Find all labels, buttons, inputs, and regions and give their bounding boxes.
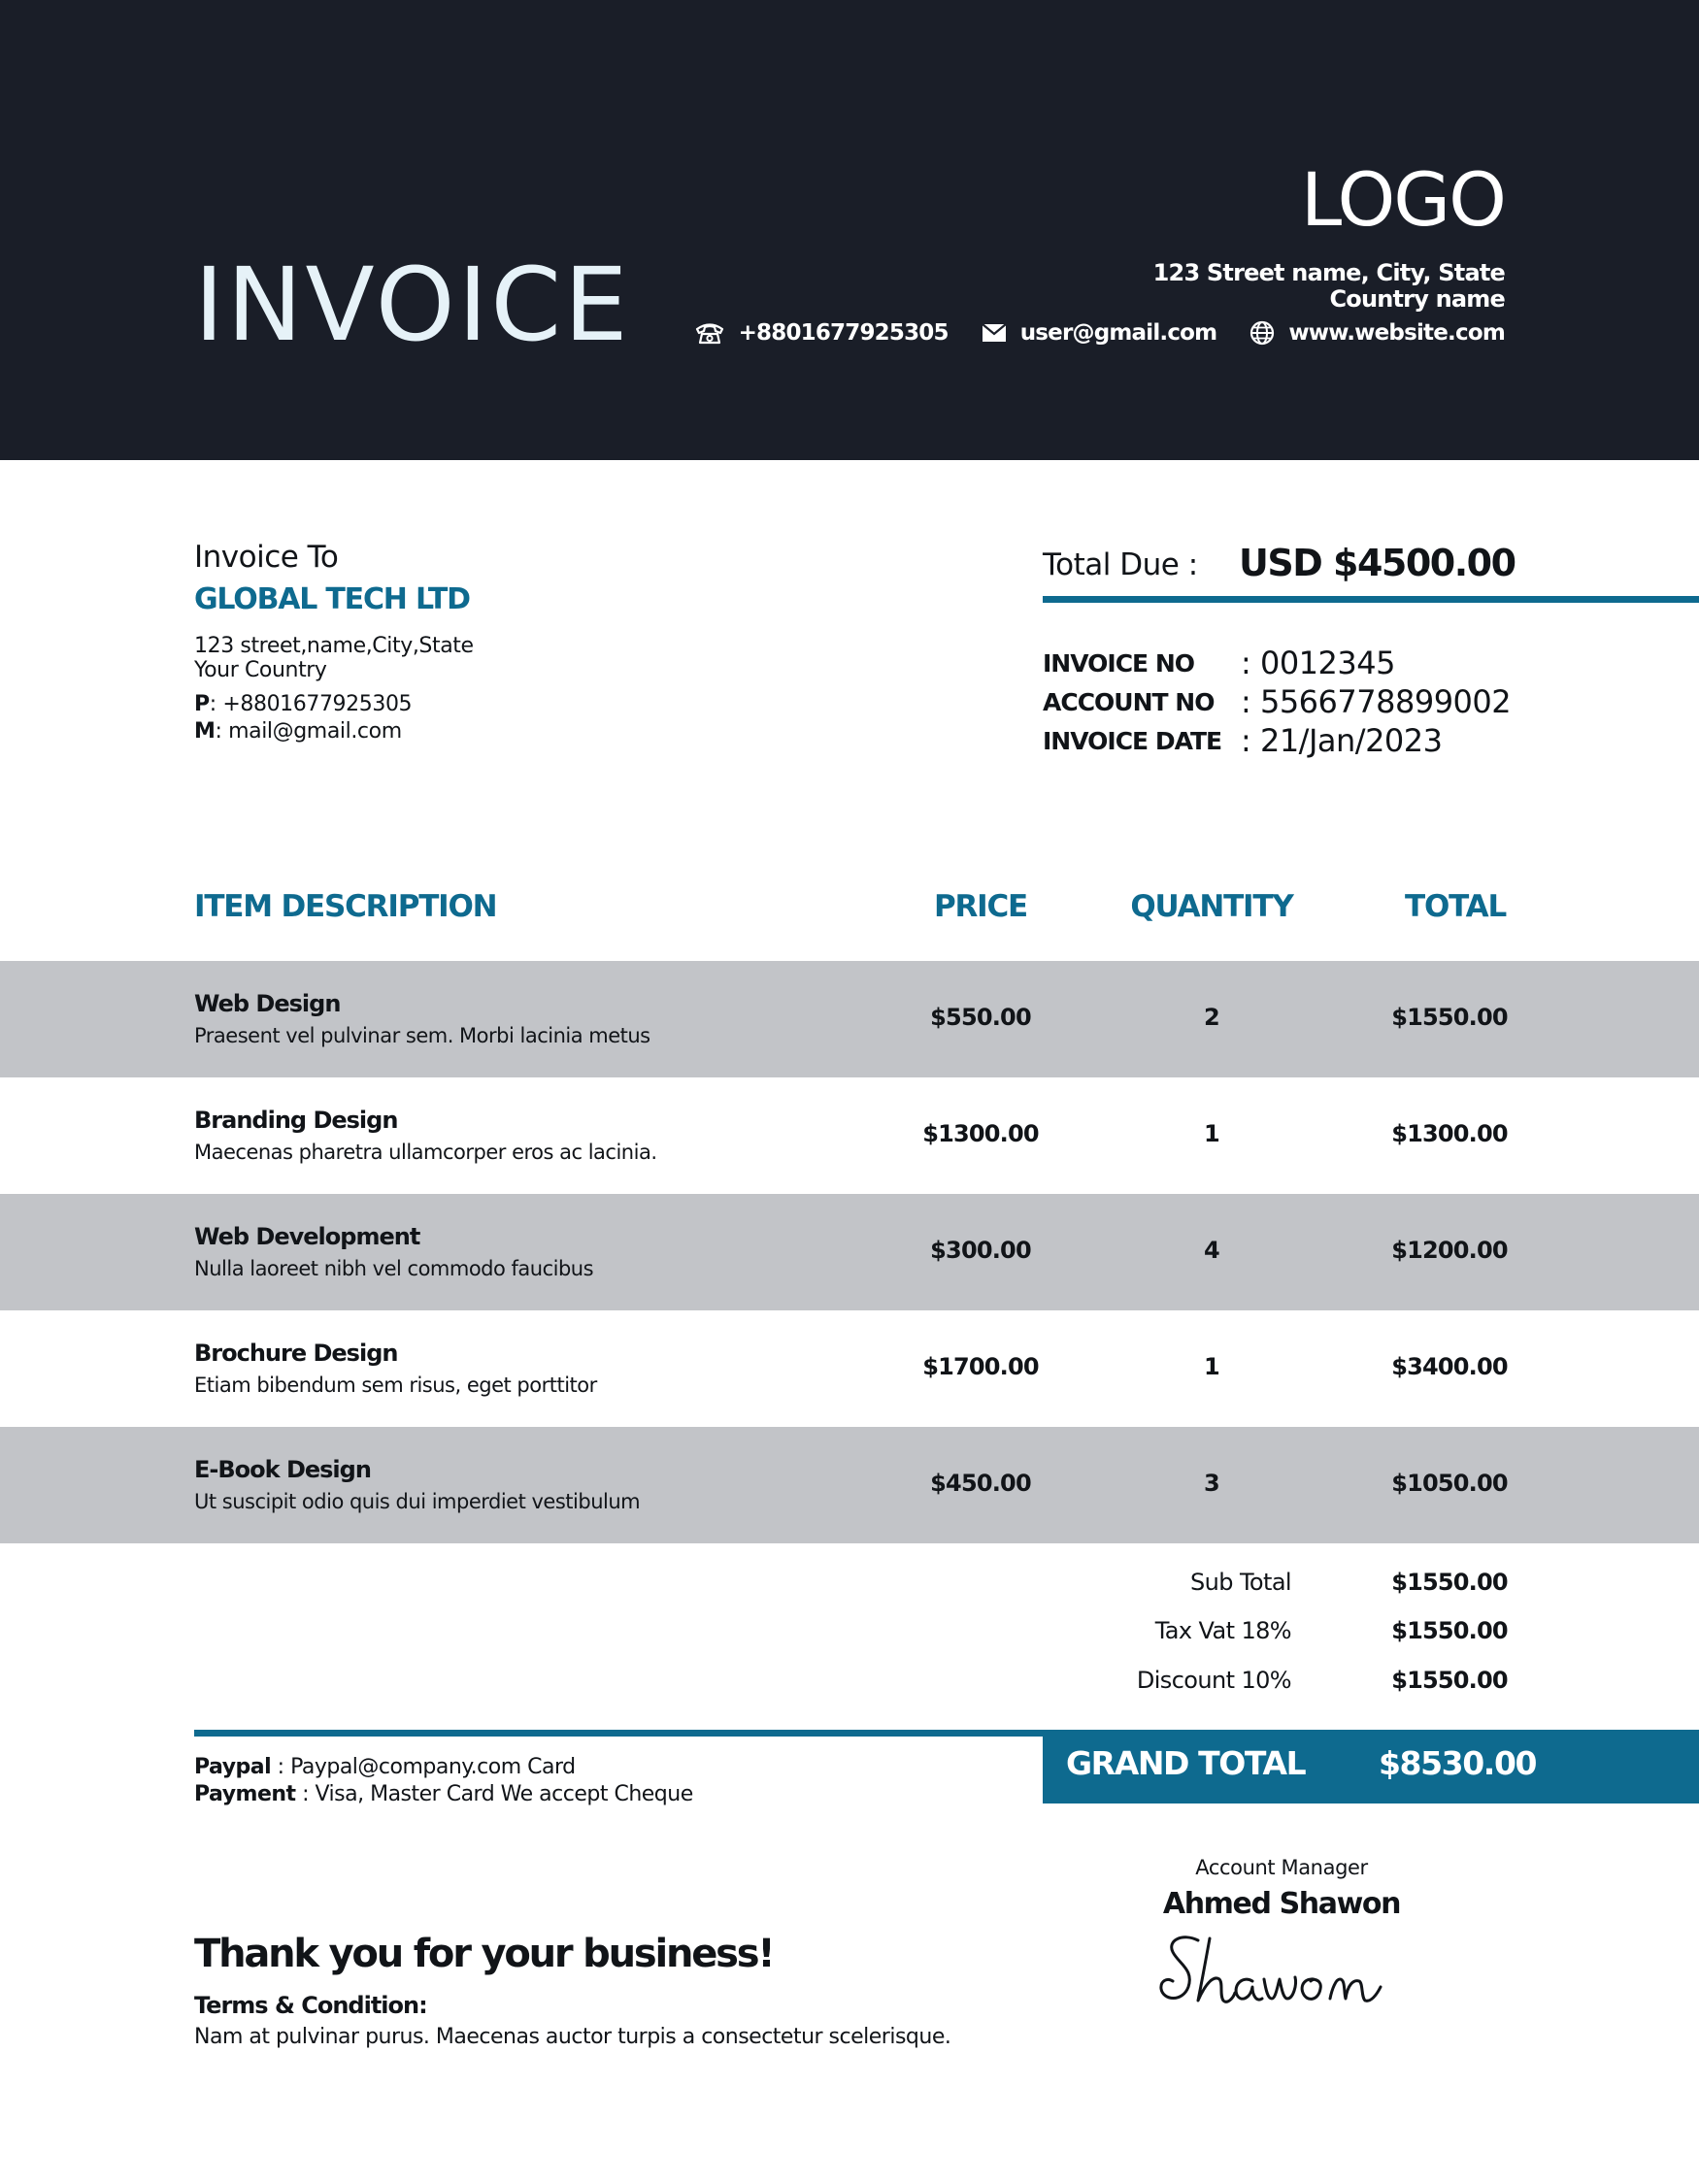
total-due-divider bbox=[1043, 596, 1699, 603]
total-due-label: Total Due : bbox=[1043, 547, 1198, 582]
payment-label: Payment bbox=[194, 1782, 296, 1806]
item-price: $1700.00 bbox=[922, 1353, 1039, 1380]
column-header-price: PRICE bbox=[933, 889, 1028, 924]
grand-total-label: GRAND TOTAL bbox=[1066, 1744, 1306, 1782]
phone-icon bbox=[694, 320, 725, 346]
company-address bbox=[825, 260, 1505, 313]
item-price: $450.00 bbox=[930, 1470, 1031, 1497]
item-total: $3400.00 bbox=[1391, 1353, 1508, 1380]
item-total: $1550.00 bbox=[1391, 1004, 1508, 1031]
account-no-value: : 5566778899002 bbox=[1241, 683, 1512, 720]
invoice-no-value: : 0012345 bbox=[1241, 645, 1395, 681]
item-description: Nulla laoreet nibh vel commodo faucibus bbox=[194, 1257, 594, 1280]
invoice-date-value: : 21/Jan/2023 bbox=[1241, 722, 1443, 759]
paypal-value: : Paypal@company.com Card bbox=[271, 1755, 576, 1779]
tax-label: Tax Vat 18% bbox=[1154, 1617, 1291, 1644]
terms-text: Nam at pulvinar purus. Maecenas auctor turpis a consectetur scelerisque. bbox=[194, 2025, 951, 2049]
tax-value: $1550.00 bbox=[1391, 1617, 1508, 1644]
item-quantity: 3 bbox=[1204, 1470, 1219, 1497]
paypal-line bbox=[194, 1755, 576, 1779]
discount-label: Discount 10% bbox=[1136, 1667, 1291, 1694]
item-price: $300.00 bbox=[930, 1237, 1031, 1264]
item-name: E-Book Design bbox=[194, 1456, 371, 1483]
subtotal-value: $1550.00 bbox=[1391, 1569, 1508, 1596]
thank-you-message: Thank you for your business! bbox=[194, 1932, 774, 1976]
item-name: Web Design bbox=[194, 990, 341, 1017]
client-phone bbox=[194, 692, 412, 716]
paypal-label: Paypal bbox=[194, 1755, 272, 1779]
item-description: Praesent vel pulvinar sem. Morbi lacinia metus bbox=[194, 1024, 650, 1047]
item-total: $1050.00 bbox=[1391, 1470, 1508, 1497]
client-mail-value: : mail@gmail.com bbox=[215, 719, 402, 744]
item-quantity: 1 bbox=[1204, 1353, 1219, 1380]
account-manager-label: Account Manager bbox=[1195, 1856, 1368, 1879]
item-total: $1200.00 bbox=[1391, 1237, 1508, 1264]
company-address-line1: 123 Street name, City, State bbox=[1152, 259, 1505, 286]
client-phone-value: : +8801677925305 bbox=[209, 692, 413, 716]
client-phone-label: P bbox=[194, 692, 210, 716]
mail-icon bbox=[982, 323, 1007, 343]
grand-total-value: $8530.00 bbox=[1379, 1744, 1537, 1782]
company-phone-text: +8801677925305 bbox=[738, 320, 949, 346]
table-row bbox=[0, 961, 1699, 1077]
item-quantity: 4 bbox=[1204, 1237, 1219, 1264]
client-address-line1: 123 street,name,City,State bbox=[194, 634, 474, 658]
signature bbox=[1155, 1927, 1417, 2024]
company-website-text[interactable]: www.website.com bbox=[1288, 320, 1505, 346]
table-row bbox=[0, 1310, 1699, 1427]
item-quantity: 1 bbox=[1204, 1120, 1219, 1147]
company-address-line2: Country name bbox=[1329, 285, 1505, 313]
item-name: Brochure Design bbox=[194, 1340, 398, 1367]
client-mail bbox=[194, 719, 402, 744]
invoice-title: INVOICE bbox=[194, 246, 631, 364]
invoice-no-label: INVOICE NO bbox=[1043, 649, 1194, 678]
client-mail-label: M bbox=[194, 719, 216, 744]
item-price: $1300.00 bbox=[922, 1120, 1039, 1147]
payment-value: : Visa, Master Card We accept Cheque bbox=[295, 1782, 693, 1806]
item-description: Maecenas pharetra ullamcorper eros ac lacinia. bbox=[194, 1141, 657, 1164]
item-name: Branding Design bbox=[194, 1107, 398, 1134]
item-total: $1300.00 bbox=[1391, 1120, 1508, 1147]
item-quantity: 2 bbox=[1204, 1004, 1219, 1031]
subtotal-label: Sub Total bbox=[1190, 1569, 1291, 1596]
table-row bbox=[0, 1194, 1699, 1310]
invoice-to-label: Invoice To bbox=[194, 540, 339, 575]
item-description: Etiam bibendum sem risus, eget porttitor bbox=[194, 1373, 597, 1397]
table-row bbox=[0, 1077, 1699, 1194]
invoice-date-label: INVOICE DATE bbox=[1043, 727, 1222, 755]
company-logo: LOGO bbox=[1300, 156, 1505, 243]
column-header-description: ITEM DESCRIPTION bbox=[194, 889, 497, 924]
item-description: Ut suscipit odio quis dui imperdiet vestibulum bbox=[194, 1490, 641, 1513]
globe-icon bbox=[1249, 320, 1275, 346]
client-name: GLOBAL TECH LTD bbox=[194, 582, 470, 616]
payment-line bbox=[194, 1782, 693, 1806]
discount-value: $1550.00 bbox=[1391, 1667, 1508, 1694]
item-name: Web Development bbox=[194, 1223, 420, 1250]
company-email-text[interactable]: user@gmail.com bbox=[1019, 320, 1217, 346]
account-no-label: ACCOUNT NO bbox=[1043, 688, 1215, 716]
company-website[interactable] bbox=[1249, 320, 1505, 346]
item-price: $550.00 bbox=[930, 1004, 1031, 1031]
company-contacts bbox=[694, 320, 1505, 346]
total-due-value: USD $4500.00 bbox=[1239, 542, 1516, 584]
company-phone bbox=[694, 320, 949, 346]
account-manager-name: Ahmed Shawon bbox=[1162, 1887, 1401, 1921]
client-address-line2: Your Country bbox=[194, 658, 327, 682]
terms-title: Terms & Condition: bbox=[194, 1992, 427, 2019]
company-email[interactable] bbox=[982, 320, 1217, 346]
column-header-total: TOTAL bbox=[1405, 889, 1506, 924]
table-row bbox=[0, 1427, 1699, 1543]
column-header-quantity: QUANTITY bbox=[1130, 889, 1293, 924]
